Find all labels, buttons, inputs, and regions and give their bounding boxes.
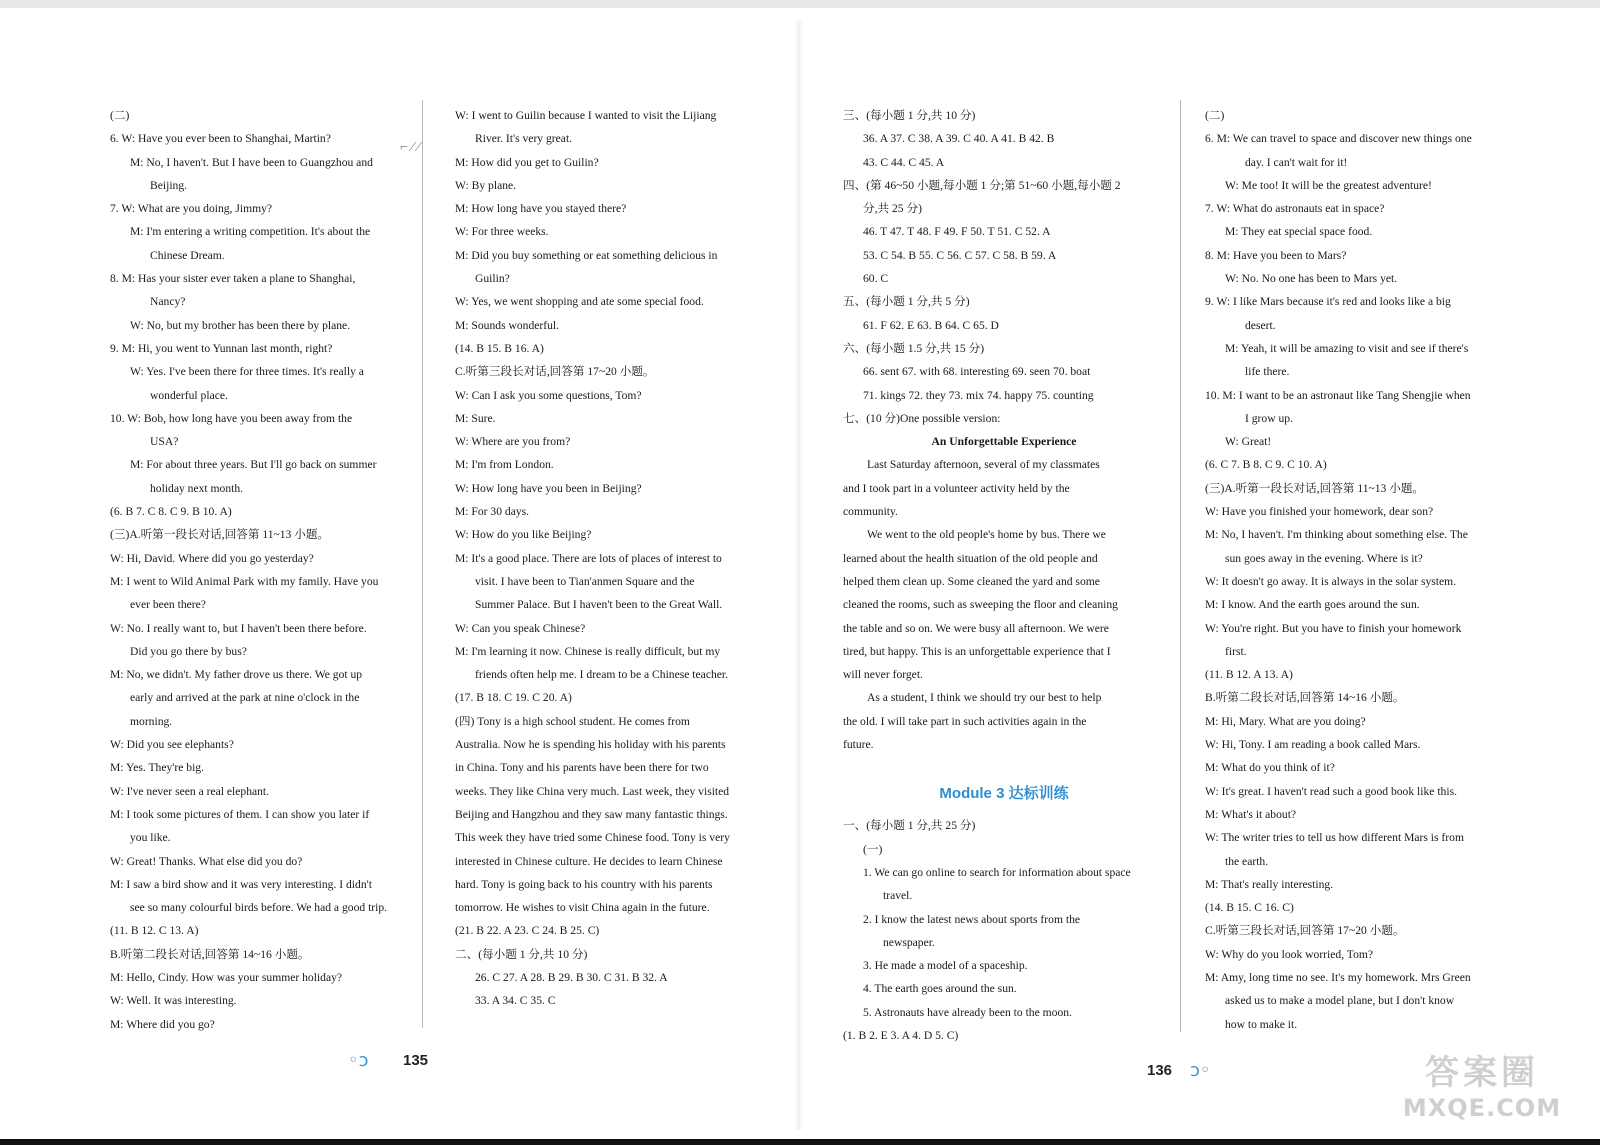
essay-line: and I took part in a volunteer activity held by the xyxy=(843,481,1070,495)
text-line: W: Great! Thanks. What else did you do? xyxy=(110,854,303,868)
text-line: B.听第二段长对话,回答第 14~16 小题。 xyxy=(110,947,310,961)
text-line: W: Can I ask you some questions, Tom? xyxy=(455,388,642,402)
text-line: 6. W: Have you ever been to Shanghai, Martin? xyxy=(110,132,331,146)
watermark-line-1: 答案圈 xyxy=(1425,1053,1539,1093)
text-line: 53. C 54. B 55. C 56. C 57. C 58. B 59. A xyxy=(863,248,1057,262)
text-line: W: Hi, Tony. I am reading a book called Mars. xyxy=(1205,738,1421,752)
essay-body xyxy=(843,453,1165,756)
text-line: (21. B 22. A 23. C 24. B 25. C) xyxy=(455,924,600,938)
text-line: River. It's very great. xyxy=(475,132,573,146)
left-page-column-1 xyxy=(110,104,410,1036)
text-line: M: Sure. xyxy=(455,411,496,425)
text-line: 71. kings 72. they 73. mix 74. happy 75. counting xyxy=(863,388,1094,402)
text-line: 36. A 37. C 38. A 39. C 40. A 41. B 42. B xyxy=(863,132,1055,146)
text-line: newspaper. xyxy=(883,935,935,949)
left-page-column-2 xyxy=(455,104,770,1013)
module-title: Module 3 达标训练 xyxy=(939,785,1069,803)
module-3-answers xyxy=(843,814,1165,1047)
text-line: W: Can you speak Chinese? xyxy=(455,621,586,635)
text-line: wonderful place. xyxy=(150,388,228,402)
text-line: how to make it. xyxy=(1225,1017,1298,1031)
text-line: hard. Tony is going back to his country with his parents xyxy=(455,877,713,891)
text-line: (14. B 15. B 16. A) xyxy=(455,341,544,355)
text-line: 8. M: Has your sister ever taken a plane to Shanghai, xyxy=(110,272,356,286)
text-line: W: It's great. I haven't read such a good book like this. xyxy=(1205,784,1457,798)
text-line: 43. C 44. C 45. A xyxy=(863,155,945,169)
text-line: USA? xyxy=(150,435,179,449)
text-line: see so many colourful birds before. We had a good trip. xyxy=(130,901,388,915)
text-line: Nancy? xyxy=(150,295,186,309)
pencil-mark: ⌐ ∕ ⁄ xyxy=(400,140,420,155)
watermark-line-2: MXQE.COM xyxy=(1402,1094,1562,1122)
text-line: M: For about three years. But I'll go back on summer xyxy=(130,458,377,472)
essay-line: the table and so on. We were busy all afternoon. We were xyxy=(843,621,1109,635)
text-line: 66. sent 67. with 68. interesting 69. seen 70. boat xyxy=(863,365,1091,379)
text-line: W: You're right. But you have to finish your homework xyxy=(1205,621,1462,635)
text-line: B.听第二段长对话,回答第 14~16 小题。 xyxy=(1205,691,1405,705)
text-line: M: No, I haven't. But I have been to Guangzhou and xyxy=(130,155,373,169)
text-line: W: Have you finished your homework, dear son? xyxy=(1205,505,1434,519)
text-line: 四、(第 46~50 小题,每小题 1 分;第 51~60 小题,每小题 2 xyxy=(843,178,1121,192)
text-line: Beijing and Hangzhou and they saw many fantastic things. xyxy=(455,807,728,821)
text-line: (17. B 18. C 19. C 20. A) xyxy=(455,691,572,705)
essay-line: Last Saturday afternoon, several of my classmates xyxy=(867,458,1100,472)
text-line: early and arrived at the park at nine o'clock in the xyxy=(130,691,360,705)
text-line: Summer Palace. But I haven't been to the Great Wall. xyxy=(475,598,723,612)
text-line: M: Hello, Cindy. How was your summer holiday? xyxy=(110,970,343,984)
text-line: W: No. No one has been to Mars yet. xyxy=(1225,272,1398,286)
text-line: M: Hi, Mary. What are you doing? xyxy=(1205,714,1366,728)
text-line: M: They eat special space food. xyxy=(1225,225,1373,239)
text-line: M: I'm learning it now. Chinese is really difficult, but my xyxy=(455,644,721,658)
text-line: (二) xyxy=(110,109,130,122)
text-line: M: I took some pictures of them. I can show you later if xyxy=(110,807,370,821)
text-line: W: Me too! It will be the greatest adventure! xyxy=(1225,178,1432,192)
text-line: I grow up. xyxy=(1245,411,1293,425)
swirl-ornament-left: ◦ↄ xyxy=(348,1050,369,1071)
text-line: 6. M: We can travel to space and discover new things one xyxy=(1205,132,1472,146)
text-line: W: Yes. I've been there for three times. It's really a xyxy=(130,365,364,379)
text-line: 六、(每小题 1.5 分,共 15 分) xyxy=(843,341,985,355)
text-line: 3. He made a model of a spaceship. xyxy=(863,959,1028,973)
essay-line: the old. I will take part in such activities again in the xyxy=(843,714,1087,728)
text-line: (6. C 7. B 8. C 9. C 10. A) xyxy=(1205,458,1327,472)
text-line: 4. The earth goes around the sun. xyxy=(863,982,1017,996)
text-line: (三)A.听第一段长对话,回答第 11~13 小题。 xyxy=(110,528,330,542)
essay-line: We went to the old people's home by bus. There we xyxy=(867,528,1106,542)
text-line: W: By plane. xyxy=(455,178,517,192)
text-line: tomorrow. He wishes to visit China again in the future. xyxy=(455,901,710,915)
text-line: 五、(每小题 1 分,共 5 分) xyxy=(843,295,970,309)
page-number-left: 135 xyxy=(403,1052,429,1069)
essay-title: An Unforgettable Experience xyxy=(931,435,1077,449)
left-page-divider xyxy=(422,100,423,1028)
text-line: ever been there? xyxy=(130,598,206,612)
text-line: 7. W: What do astronauts eat in space? xyxy=(1205,202,1385,216)
text-line: W: I've never seen a real elephant. xyxy=(110,784,270,798)
text-line: M: What do you think of it? xyxy=(1205,761,1335,775)
text-line: 2. I know the latest news about sports from the xyxy=(863,912,1081,926)
text-line: interested in Chinese culture. He decides to learn Chinese xyxy=(455,854,723,868)
text-line: 61. F 62. E 63. B 64. C 65. D xyxy=(863,318,999,332)
essay-line: learned about the health situation of the old people and xyxy=(843,551,1098,565)
text-line: M: I'm entering a writing competition. It's about the xyxy=(130,225,371,239)
text-line: W: For three weeks. xyxy=(455,225,549,239)
text-line: M: Did you buy something or eat something delicious in xyxy=(455,248,718,262)
text-line: (一) xyxy=(863,842,883,856)
text-line: W: How long have you been in Beijing? xyxy=(455,481,642,495)
text-line: weeks. They like China very much. Last week, they visited xyxy=(455,784,730,798)
text-line: W: It doesn't go away. It is always in the solar system. xyxy=(1205,574,1457,588)
text-line: W: Why do you look worried, Tom? xyxy=(1205,947,1374,961)
text-line: (11. B 12. C 13. A) xyxy=(110,924,199,938)
text-line: M: I know. And the earth goes around the sun. xyxy=(1205,598,1420,612)
text-line: holiday next month. xyxy=(150,481,244,495)
text-line: (6. B 7. C 8. C 9. B 10. A) xyxy=(110,505,232,519)
top-edge xyxy=(0,0,1600,8)
text-line: M: I went to Wild Animal Park with my family. Have you xyxy=(110,574,379,588)
text-line: M: No, we didn't. My father drove us there. We got up xyxy=(110,668,363,682)
text-line: 1. We can go online to search for information about space xyxy=(863,865,1131,879)
text-line: (11. B 12. A 13. A) xyxy=(1205,668,1293,682)
text-line: 33. A 34. C 35. C xyxy=(475,994,556,1008)
text-line: M: Where did you go? xyxy=(110,1017,215,1031)
text-line: M: I'm from London. xyxy=(455,458,554,472)
text-line: 10. W: Bob, how long have you been away from the xyxy=(110,411,353,425)
page-gutter xyxy=(795,20,803,1130)
essay-line: tired, but happy. This is an unforgettable experience that I xyxy=(843,644,1111,658)
text-line: in China. Tony and his parents have been there for two xyxy=(455,761,709,775)
text-line: (14. B 15. C 16. C) xyxy=(1205,901,1294,915)
text-line: W: How do you like Beijing? xyxy=(455,528,592,542)
text-line: morning. xyxy=(130,714,173,728)
essay-line: community. xyxy=(843,505,898,519)
text-line: (1. B 2. E 3. A 4. D 5. C) xyxy=(843,1028,959,1042)
text-line: M: What's it about? xyxy=(1205,807,1297,821)
text-line: Guilin? xyxy=(475,272,510,286)
text-line: travel. xyxy=(883,889,913,903)
bottom-edge xyxy=(0,1139,1600,1145)
text-line: day. I can't wait for it! xyxy=(1245,155,1348,169)
text-line: asked us to make a model plane, but I don't know xyxy=(1225,994,1455,1008)
page-number-right: 136 xyxy=(1147,1062,1173,1079)
text-line: sun goes away in the evening. Where is it? xyxy=(1225,551,1423,565)
text-line: W: No, but my brother has been there by plane. xyxy=(130,318,351,332)
text-line: M: Sounds wonderful. xyxy=(455,318,560,332)
text-line: (四) Tony is a high school student. He comes from xyxy=(455,714,690,728)
watermark-logo xyxy=(1392,1045,1572,1125)
answer-key-sections xyxy=(843,104,1165,430)
right-page-divider xyxy=(1180,100,1181,1032)
text-line: 10. M: I want to be an astronaut like Tang Shengjie when xyxy=(1205,388,1471,402)
text-line: M: It's a good place. There are lots of places of interest to xyxy=(455,551,722,565)
text-line: W: Did you see elephants? xyxy=(110,738,234,752)
text-line: M: For 30 days. xyxy=(455,505,530,519)
essay-line: As a student, I think we should try our best to help xyxy=(867,691,1102,705)
text-line: W: No. I really want to, but I haven't been there before. xyxy=(110,621,367,635)
text-line: 8. M: Have you been to Mars? xyxy=(1205,248,1347,262)
essay-line: will never forget. xyxy=(843,668,923,682)
text-line: M: How long have you stayed there? xyxy=(455,202,627,216)
text-line: visit. I have been to Tian'anmen Square and the xyxy=(475,574,695,588)
text-line: 9. W: I like Mars because it's red and looks like a big xyxy=(1205,295,1451,309)
text-line: M: Amy, long time no see. It's my homework. Mrs Green xyxy=(1205,970,1471,984)
text-line: 一、(每小题 1 分,共 25 分) xyxy=(843,819,976,833)
text-line: 5. Astronauts have already been to the moon. xyxy=(863,1005,1072,1019)
text-line: W: I went to Guilin because I wanted to visit the Lijiang xyxy=(455,109,717,122)
text-line: friends often help me. I dream to be a Chinese teacher. xyxy=(475,668,729,682)
text-line: M: No, I haven't. I'm thinking about something else. The xyxy=(1205,528,1468,542)
text-line: W: The writer tries to tell us how different Mars is from xyxy=(1205,831,1464,845)
text-line: first. xyxy=(1225,644,1247,658)
text-line: life there. xyxy=(1245,365,1290,379)
text-line: 分,共 25 分) xyxy=(863,202,922,216)
text-line: (二) xyxy=(1205,109,1225,122)
text-line: 七、(10 分)One possible version: xyxy=(843,411,1001,425)
text-line: you like. xyxy=(130,831,171,845)
text-line: 60. C xyxy=(863,272,889,286)
text-line: W: Well. It was interesting. xyxy=(110,994,237,1008)
text-line: 二、(每小题 1 分,共 10 分) xyxy=(455,947,588,961)
text-line: M: I saw a bird show and it was very interesting. I didn't xyxy=(110,877,372,891)
swirl-ornament-right: ↄ◦ xyxy=(1190,1060,1211,1081)
text-line: 7. W: What are you doing, Jimmy? xyxy=(110,202,273,216)
text-line: desert. xyxy=(1245,318,1276,332)
text-line: Did you go there by bus? xyxy=(130,644,247,658)
text-line: (三)A.听第一段长对话,回答第 11~13 小题。 xyxy=(1205,481,1425,495)
essay-line: helped them clean up. Some cleaned the yard and some xyxy=(843,574,1100,588)
text-line: W: Hi, David. Where did you go yesterday? xyxy=(110,551,314,565)
text-line: M: Yeah, it will be amazing to visit and see if there's xyxy=(1225,341,1469,355)
text-line: 9. M: Hi, you went to Yunnan last month, right? xyxy=(110,341,333,355)
text-line: C.听第三段长对话,回答第 17~20 小题。 xyxy=(1205,924,1405,938)
text-line: This week they have tried some Chinese food. Tony is very xyxy=(455,831,730,845)
text-line: Beijing. xyxy=(150,178,188,192)
text-line: 46. T 47. T 48. F 49. F 50. T 51. C 52. A xyxy=(863,225,1051,239)
text-line: Chinese Dream. xyxy=(150,248,225,262)
text-line: W: Where are you from? xyxy=(455,435,571,449)
text-line: C.听第三段长对话,回答第 17~20 小题。 xyxy=(455,365,655,379)
text-line: 26. C 27. A 28. B 29. B 30. C 31. B 32. A xyxy=(475,970,668,984)
text-line: W: Great! xyxy=(1225,435,1272,449)
text-line: M: That's really interesting. xyxy=(1205,877,1334,891)
text-line: M: Yes. They're big. xyxy=(110,761,204,775)
text-line: M: How did you get to Guilin? xyxy=(455,155,599,169)
right-page-column-2 xyxy=(1205,104,1510,1036)
text-line: W: Yes, we went shopping and ate some special food. xyxy=(455,295,704,309)
text-line: Australia. Now he is spending his holiday with his parents xyxy=(455,738,726,752)
text-line: the earth. xyxy=(1225,854,1269,868)
text-line: 三、(每小题 1 分,共 10 分) xyxy=(843,109,976,122)
right-page-column-1 xyxy=(843,104,1165,1047)
essay-line: future. xyxy=(843,738,874,752)
essay-line: cleaned the rooms, such as sweeping the floor and cleaning xyxy=(843,598,1118,612)
